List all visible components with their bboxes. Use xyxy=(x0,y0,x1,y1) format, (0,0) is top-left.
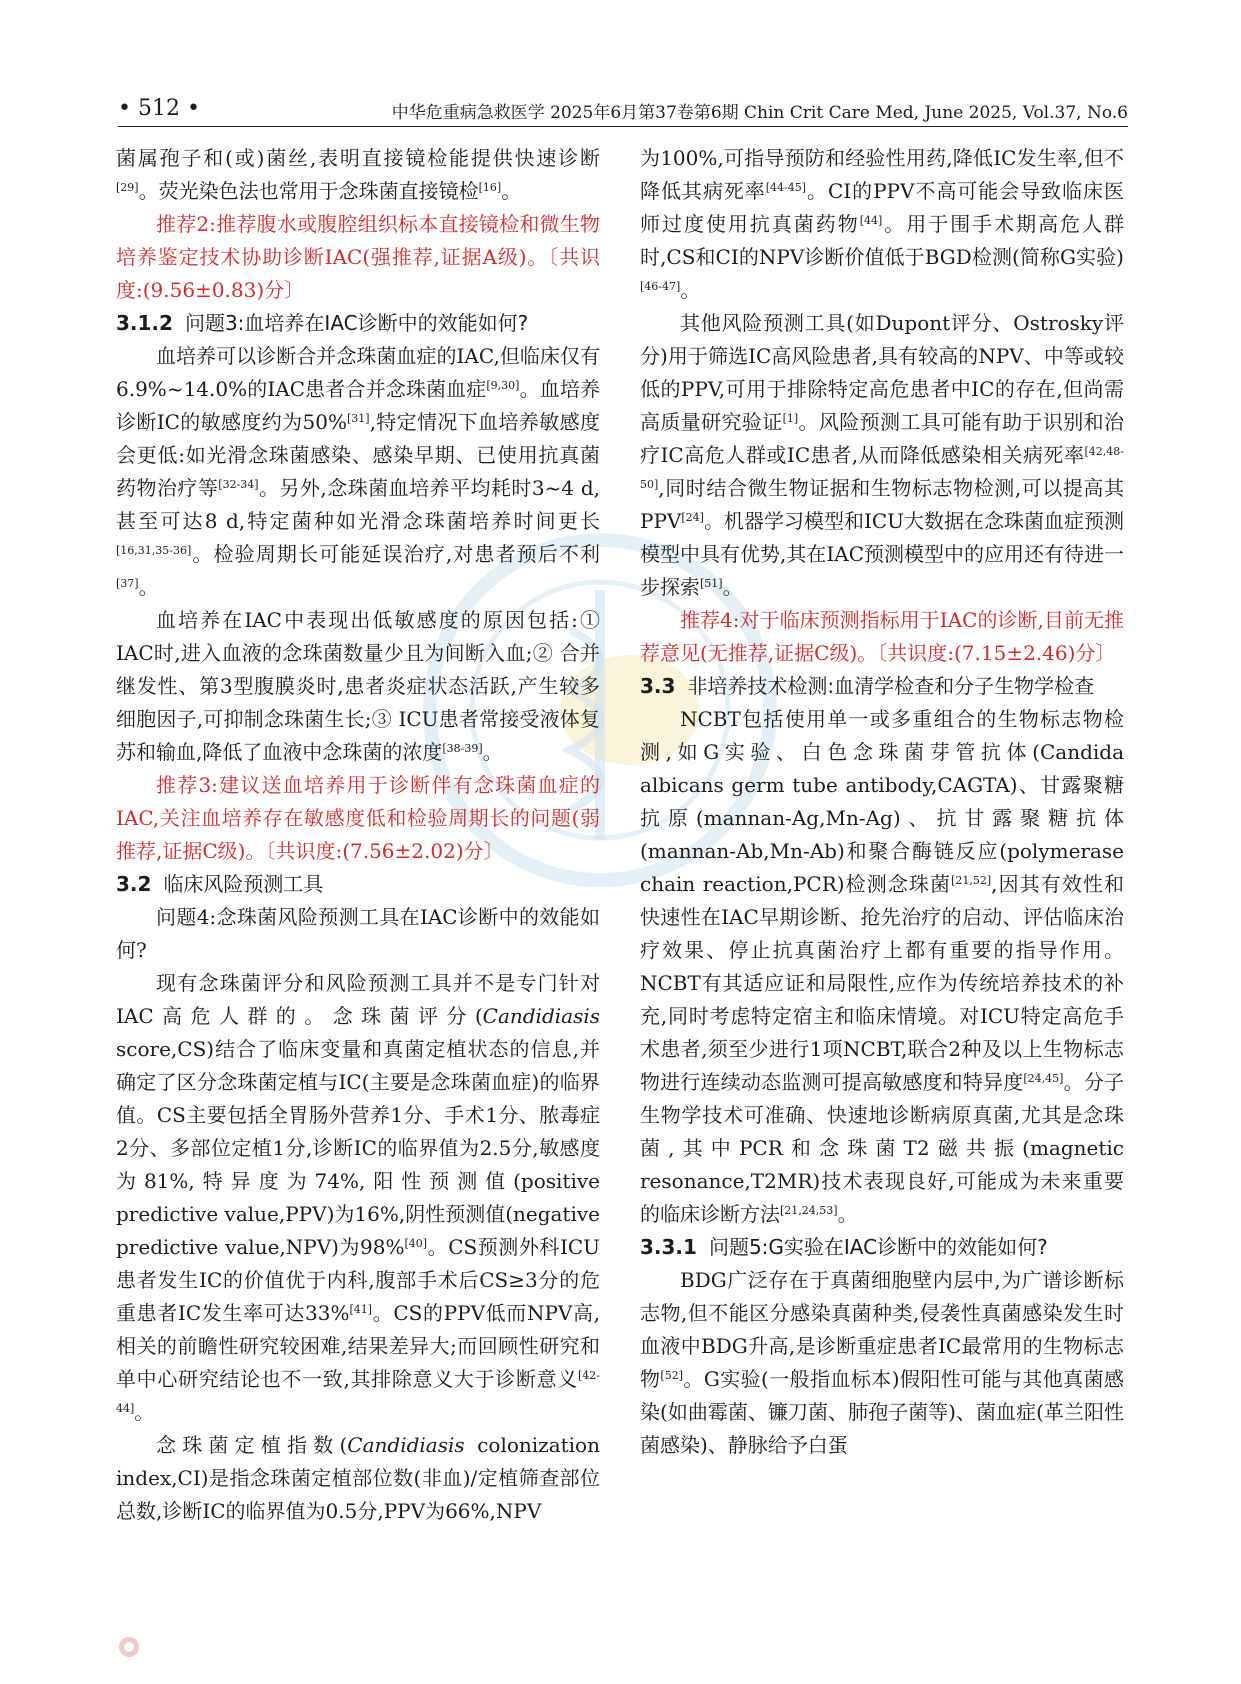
text: 现有念珠菌评分和风险预测工具并不是专门针对IAC高危人群的。念珠菌评分( xyxy=(116,971,600,1028)
text: 。 xyxy=(722,575,743,599)
text: 念珠菌定植指数( xyxy=(156,1433,348,1457)
citation-ref: [42-44] xyxy=(116,1369,600,1415)
text: BDG广泛存在于真菌细胞壁内层中,为广谱诊断标志物,但不能区分感染真菌种类,侵袭性真菌感染发生时血液中BDG升高,是诊断重症患者IC最常用的生物标志物 xyxy=(640,1268,1124,1391)
text: 血培养可以诊断合并念珠菌血症的IAC,但临床仅有6.9%~14.0%的IAC患者合并念珠菌血症 xyxy=(116,344,600,401)
text: 其他风险预测工具(如Dupont评分、Ostrosky评分)用于筛选IC高风险患者,具有较高的NPV、中等或较低的PPV,可用于排除特定高危患者中IC的存在,但尚需高质量研究验证 xyxy=(640,311,1124,434)
text: 。机器学习模型和ICU大数据在念珠菌血症预测模型中具有优势,其在IAC预测模型中的应用还有待进一步探索 xyxy=(640,509,1125,599)
text: 菌属孢子和(或)菌丝,表明直接镜检能提供快速诊断 xyxy=(116,146,600,170)
text: ,同时结合微生物证据和生物标志物检测,可以提高其PPV xyxy=(640,476,1124,533)
text: 。 xyxy=(482,740,503,764)
citation-ref: [42,48-50] xyxy=(640,445,1124,491)
paragraph xyxy=(640,703,1124,1231)
recommendation-4: 推荐4:对于临床预测指标用于IAC的诊断,目前无推荐意见(无推荐,证据C级)。〔共识度:(7.15±2.46)分〕 xyxy=(640,608,1124,665)
text: 。 xyxy=(134,1400,155,1424)
citation-ref: [40] xyxy=(404,1237,428,1250)
paragraph xyxy=(116,967,600,1429)
citation-ref: [29] xyxy=(116,181,139,194)
paragraph xyxy=(640,307,1124,604)
text: 。CS的PPV低而NPV高,相关的前瞻性研究较困难,结果差异大;而回顾性研究和单中心研究结论也不一致,其排除意义大于诊断意义 xyxy=(116,1301,600,1391)
section-number: 3.1.2 xyxy=(116,311,173,335)
citation-ref: [52] xyxy=(660,1369,684,1382)
paragraph xyxy=(116,1429,600,1528)
text: 。检验周期长可能延误治疗,对患者预后不利 xyxy=(191,542,600,566)
text: 。分子生物学技术可准确、快速地诊断病原真菌,尤其是念珠菌,其中PCR和念珠菌T2磁共振(magnetic resonance,T2MR)技术表现良好,可能成为未来重要的临床诊断方法 xyxy=(640,1070,1125,1226)
citation-ref: [21,52] xyxy=(951,874,992,887)
page-number: • 512 • xyxy=(118,96,200,121)
text: 。G实验(一般指血标本)假阳性可能与其他真菌感染(如曲霉菌、镰刀菌、肺孢子菌等)、菌血症(革兰阳性菌感染)、静脉给予白蛋 xyxy=(640,1367,1125,1457)
right-column xyxy=(640,142,1124,1462)
citation-ref: [38-39] xyxy=(442,742,483,755)
section-title: 临床风险预测工具 xyxy=(163,872,324,896)
italic-term: Candidiasis xyxy=(347,1433,465,1457)
citation-ref: [37] xyxy=(116,577,139,590)
text: 。CS预测外科ICU患者发生IC的价值优于内科,腹部手术后CS≥3分的危重患者IC发生率可达33% xyxy=(116,1235,600,1325)
recommendation-2: 推荐2:推荐腹水或腹腔组织标本直接镜检和微生物培养鉴定技术协助诊断IAC(强推荐,证据A级)。〔共识度:(9.56±0.83)分〕 xyxy=(116,212,600,302)
text: 血培养在IAC中表现出低敏感度的原因包括:① IAC时,进入血液的念珠菌数量少且为间断入血;② 合并继发性、第3型腹膜炎时,患者炎症状态活跃,产生较多细胞因子,可抑制念珠菌生长;③ ICU患者常接受液体复苏和输血,降低了血液中念珠菌的浓度 xyxy=(116,608,600,764)
text: ,特定情况下血培养敏感度会更低:如光滑念珠菌感染、感染早期、已使用抗真菌药物治疗等 xyxy=(116,410,601,500)
text: score,CS)结合了临床变量和真菌定植状态的信息,并确定了区分念珠菌定植与IC(主要是念珠菌血症)的临界值。CS主要包括全胃肠外营养1分、手术1分、脓毒症2分、多部位定植1分,诊断IC的临界值为2.5分,敏感度为81%,特异度为74%,阳性预测值(positive predictive value,PPV)为16%,阴性预测值(negative predictive value,NPV)为98% xyxy=(116,1037,601,1259)
text: 。CI的PPV不高可能会导致临床医师过度使用抗真菌药物 xyxy=(640,179,1125,236)
paragraph xyxy=(640,142,1124,307)
italic-term: Candidiasis xyxy=(482,1004,600,1028)
citation-ref: [31] xyxy=(346,412,370,425)
citation-ref: [24] xyxy=(681,511,704,524)
text: NCBT包括使用单一或多重组合的生物标志物检测,如G实验、白色念珠菌芽管抗体(Candida albicans germ tube antibody,CAGTA)、甘露聚糖抗原(mannan-Ag,Mn-Ag)、抗甘露聚糖抗体(mannan-Ab,Mn-Ab)和聚合酶链反应(polymerase chain reaction,PCR)检测念珠菌 xyxy=(640,707,1124,896)
section-heading-3-2 xyxy=(116,868,600,901)
text: 。 xyxy=(501,179,522,203)
left-column xyxy=(116,142,600,1528)
paragraph xyxy=(116,142,600,208)
citation-ref: [9,30] xyxy=(486,379,520,392)
publisher-logo-icon xyxy=(118,1636,140,1658)
paragraph xyxy=(116,340,600,604)
question-4: 问题4:念珠菌风险预测工具在IAC诊断中的效能如何? xyxy=(116,905,600,962)
recommendation-3: 推荐3:建议送血培养用于诊断伴有念珠菌血症的IAC,关注血培养存在敏感度低和检验周期长的问题(弱推荐,证据C级)。〔共识度:(7.56±2.02)分〕 xyxy=(116,773,600,863)
text: 为100%,可指导预防和经验性用药,降低IC发生率,但不降低其病死率 xyxy=(640,146,1124,203)
citation-ref: [44] xyxy=(859,214,883,227)
text: 。 xyxy=(837,1202,858,1226)
running-header xyxy=(118,86,1128,127)
text: ,因其有效性和快速性在IAC早期诊断、抢先治疗的启动、评估临床治疗效果、停止抗真菌治疗上都有重要的指导作用。NCBT有其适应证和局限性,应作为传统培养技术的补充,同时考虑特定宿主和临床情境。对ICU特定高危手术患者,须至少进行1项NCBT,联合2种及以上生物标志物进行连续动态监测可提高敏感度和特异度 xyxy=(640,872,1125,1094)
citation-ref: [32-34] xyxy=(218,478,259,491)
section-title: 问题5:G实验在IAC诊断中的效能如何? xyxy=(708,1235,1048,1259)
citation-ref: [24,45] xyxy=(1023,1072,1064,1085)
text: colonization index,CI)是指念珠菌定植部位数(非血)/定植筛查部位总数,诊断IC的临界值为0.5分,PPV为66%,NPV xyxy=(116,1433,600,1523)
paragraph xyxy=(116,604,600,769)
journal-citation: 中华危重病急救医学 2025年6月第37卷第6期 Chin Crit Care Med, June 2025, Vol.37, No.6 xyxy=(391,103,1128,123)
citation-ref: [16] xyxy=(478,181,502,194)
text: 。 xyxy=(680,278,701,302)
section-title: 非培养技术检测:血清学检查和分子生物学检查 xyxy=(687,674,1095,698)
text: 。 xyxy=(138,575,159,599)
citation-ref: [41] xyxy=(349,1303,373,1316)
citation-ref: [51] xyxy=(700,577,723,590)
paragraph xyxy=(640,1264,1124,1462)
section-heading-3-1-2 xyxy=(116,307,600,340)
section-title: 问题3:血培养在IAC诊断中的效能如何? xyxy=(184,311,529,335)
citation-ref: [21,24,53] xyxy=(780,1204,838,1217)
text: 。风险预测工具可能有助于识别和治疗IC高危人群或IC患者,从而降低感染相关病死率 xyxy=(640,410,1125,467)
text: 。荧光染色法也常用于念珠菌直接镜检 xyxy=(138,179,479,203)
citation-ref: [44-45] xyxy=(765,181,807,194)
section-number: 3.2 xyxy=(116,872,152,896)
section-number: 3.3 xyxy=(640,674,676,698)
text: 。血培养诊断IC的敏感度约为50% xyxy=(116,377,601,434)
citation-ref: [1] xyxy=(782,412,799,425)
text: 。另外,念珠菌血培养平均耗时3~4 d,甚至可达8 d,特定菌种如光滑念珠菌培养时间更长 xyxy=(116,476,600,533)
citation-ref: [16,31,35-36] xyxy=(116,544,192,557)
citation-ref: [46-47] xyxy=(640,280,681,293)
section-heading-3-3-1 xyxy=(640,1231,1124,1264)
section-heading-3-3 xyxy=(640,670,1124,703)
section-number: 3.3.1 xyxy=(640,1235,697,1259)
text: 。用于围手术期高危人群时,CS和CI的NPV诊断价值低于BGD检测(简称G实验) xyxy=(640,212,1125,269)
